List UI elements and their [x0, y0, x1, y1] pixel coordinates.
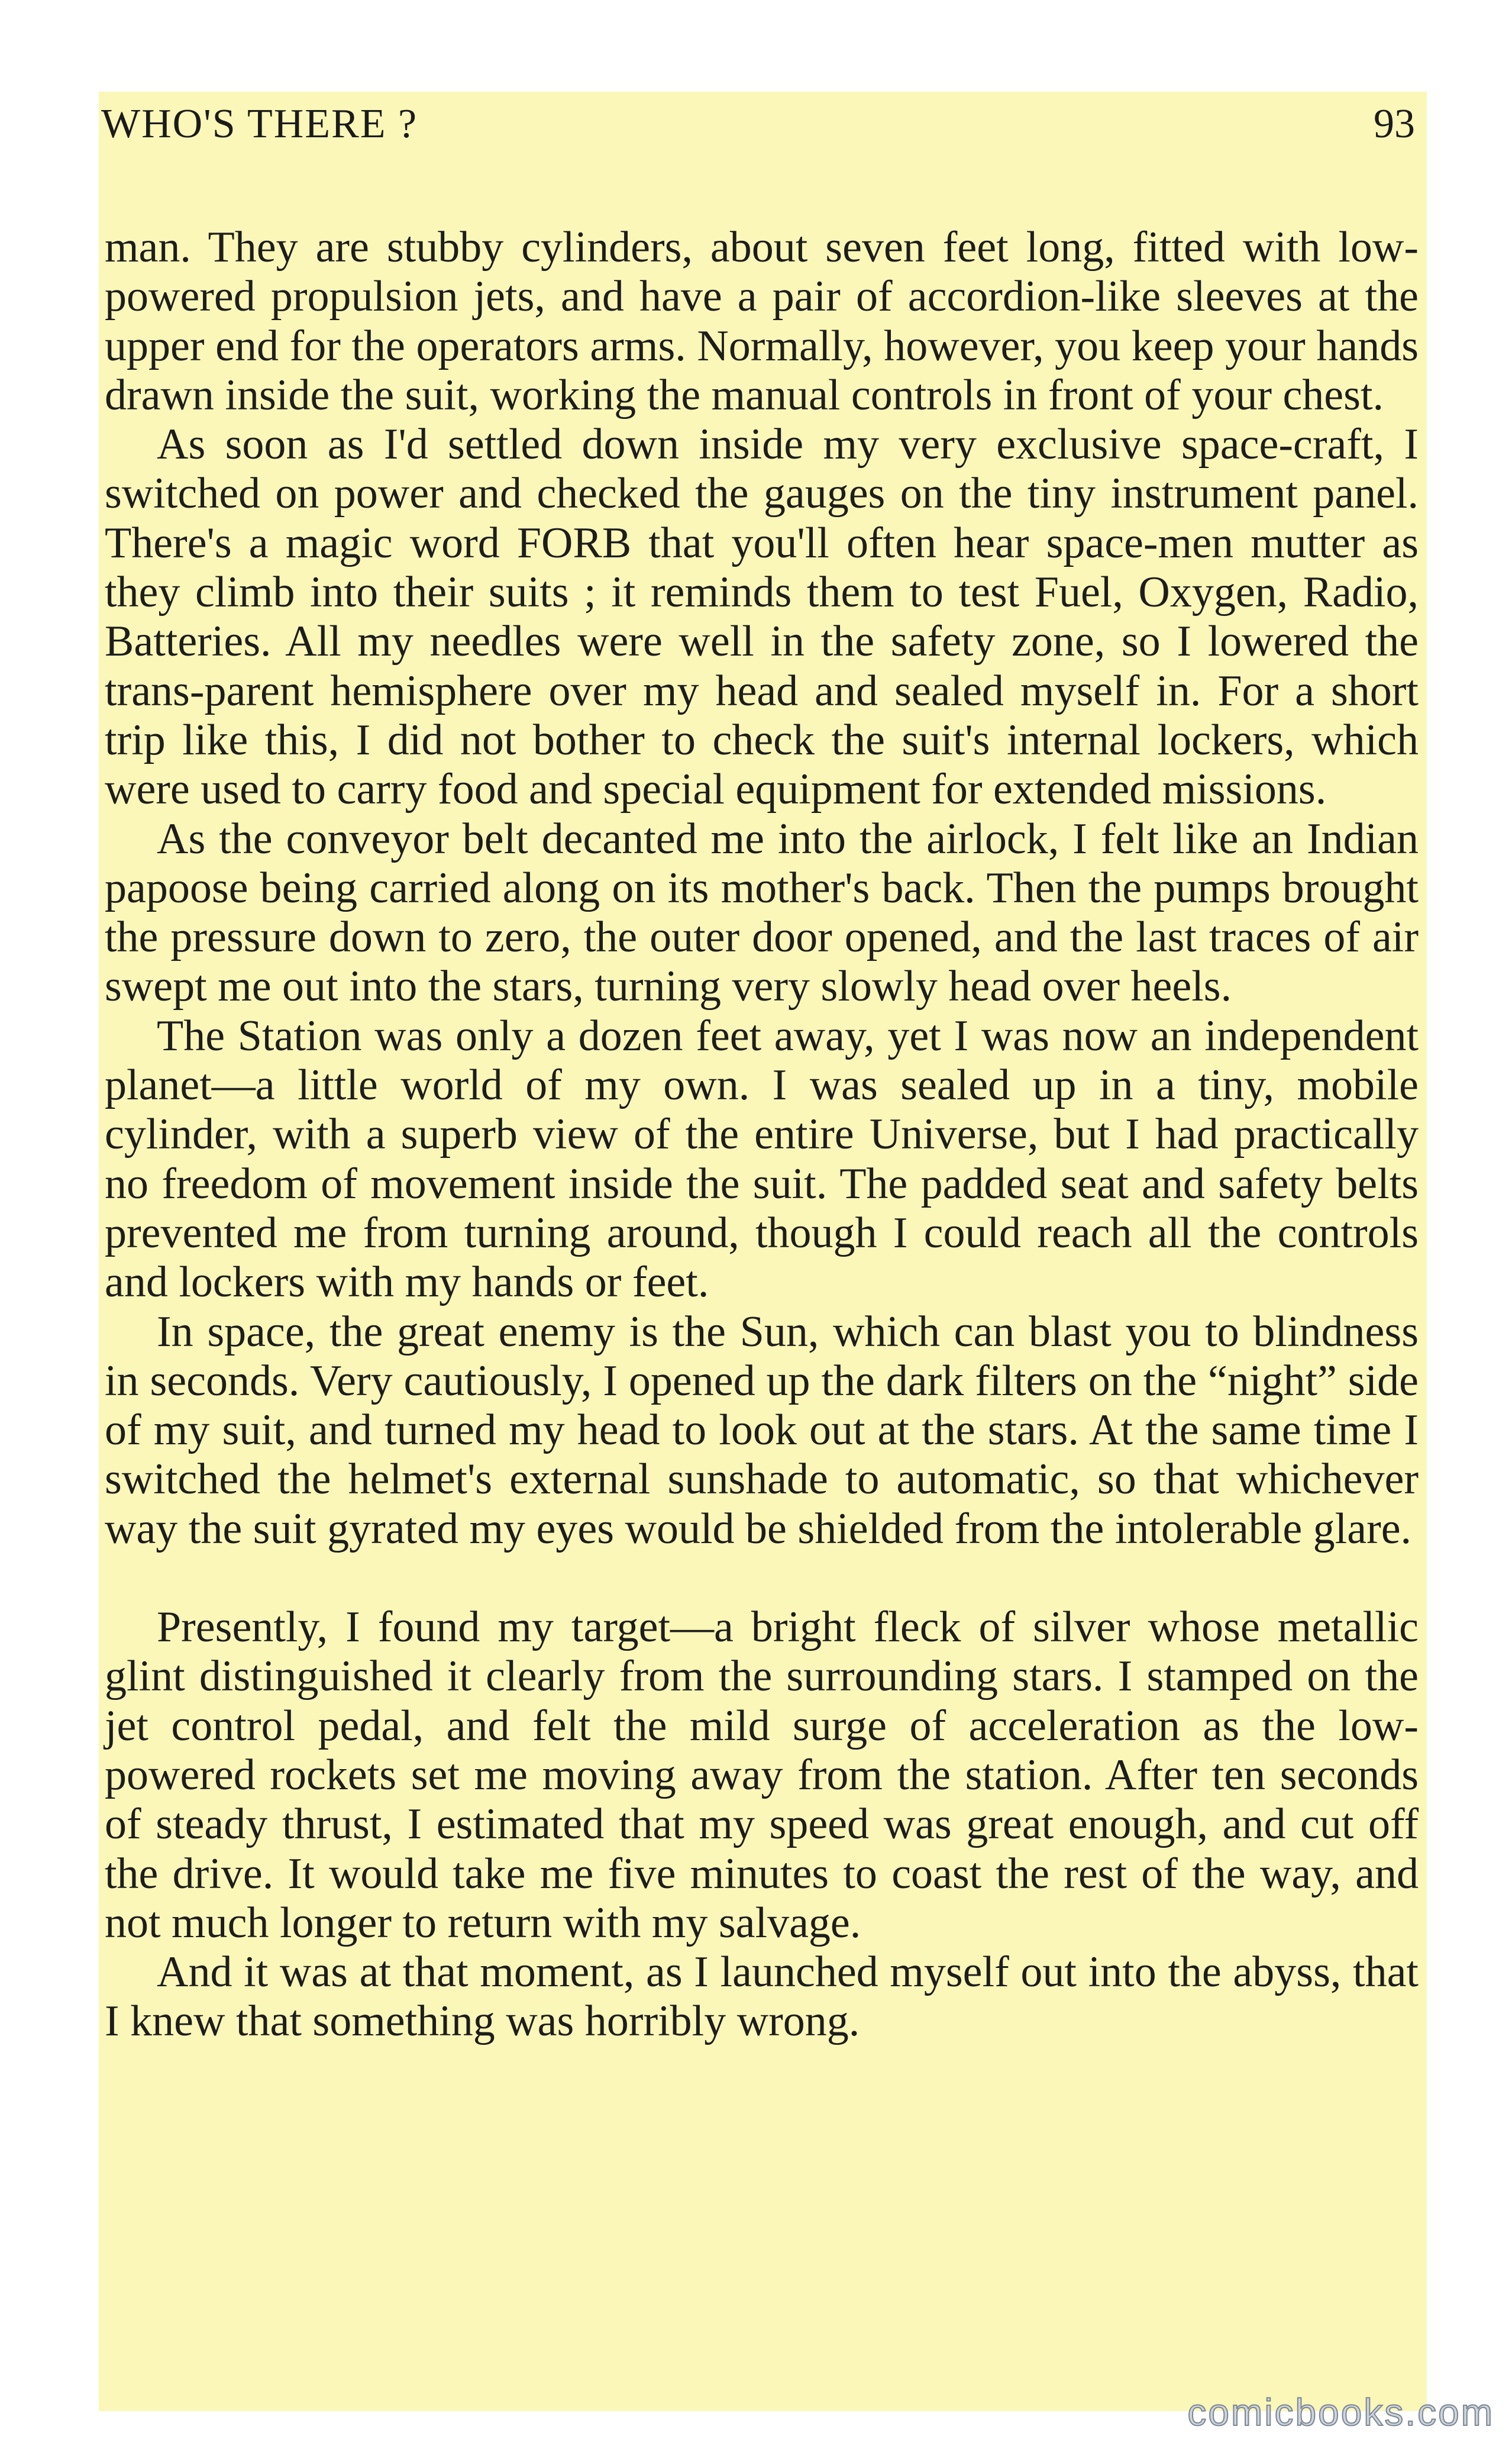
paragraph-7: And it was at that moment, as I launched myself out into the abyss, that I knew that something was horribly wrong. — [105, 1948, 1419, 2046]
body-text — [99, 223, 1427, 2047]
paragraph-2: As soon as I'd settled down inside my very exclusive space-craft, I switched on power and checked the gauges on the tiny instrument panel. There's a magic word FORB that you'll often hear space-men mutter as they climb into their suits ; it reminds them to test Fuel, Oxygen, Radio, Batteries. All my needles were well in the safety zone, so I lowered the trans-parent hemisphere over my head and sealed myself in. For a short trip like this, I did not bother to check the suit's internal lockers, which were used to carry food and special equipment for extended missions. — [105, 420, 1419, 814]
page-number: 93 — [1374, 101, 1415, 147]
running-head — [99, 98, 1427, 169]
book-page — [99, 92, 1427, 2411]
paragraph-4: The Station was only a dozen feet away, yet I was now an independent planet—a little world of my own. I was sealed up in a tiny, mobile cylinder, with a superb view of the entire Universe, but I had practically no freedom of movement inside the suit. The padded seat and safety belts prevented me from turning around, though I could reach all the controls and lockers with my hands or feet. — [105, 1011, 1419, 1307]
watermark: comicbooks.com — [1187, 2391, 1494, 2434]
paragraph-6: Presently, I found my target—a bright fleck of silver whose metallic glint distinguished it clearly from the surrounding stars. I stamped on the jet control pedal, and felt the mild surge of acceleration as the low-powered rockets set me moving away from the station. After ten seconds of steady thrust, I estimated that my speed was great enough, and cut off the drive. It would take me five minutes to coast the rest of the way, and not much longer to return with my salvage. — [105, 1603, 1419, 1947]
paragraph-1: man. They are stubby cylinders, about seven feet long, fitted with low-powered propulsion jets, and have a pair of accordion-like sleeves at the upper end for the operators arms. Normally, however, you keep your hands drawn inside the suit, working the manual controls in front of your chest. — [105, 223, 1419, 420]
paragraph-3: As the conveyor belt decanted me into the airlock, I felt like an Indian papoose being carried along on its mother's back. Then the pumps brought the pressure down to zero, the outer door opened, and the last traces of air swept me out into the stars, turning very slowly head over heels. — [105, 814, 1419, 1011]
chapter-title: WHO'S THERE ? — [101, 101, 418, 147]
paragraph-5: In space, the great enemy is the Sun, which can blast you to blindness in seconds. Very cautiously, I opened up the dark filters on the “night” side of my suit, and turned my head to look out at the stars. At the same time I switched the helmet's external sunshade to automatic, so that whichever way the suit gyrated my eyes would be shielded from the intolerable glare. — [105, 1307, 1419, 1553]
